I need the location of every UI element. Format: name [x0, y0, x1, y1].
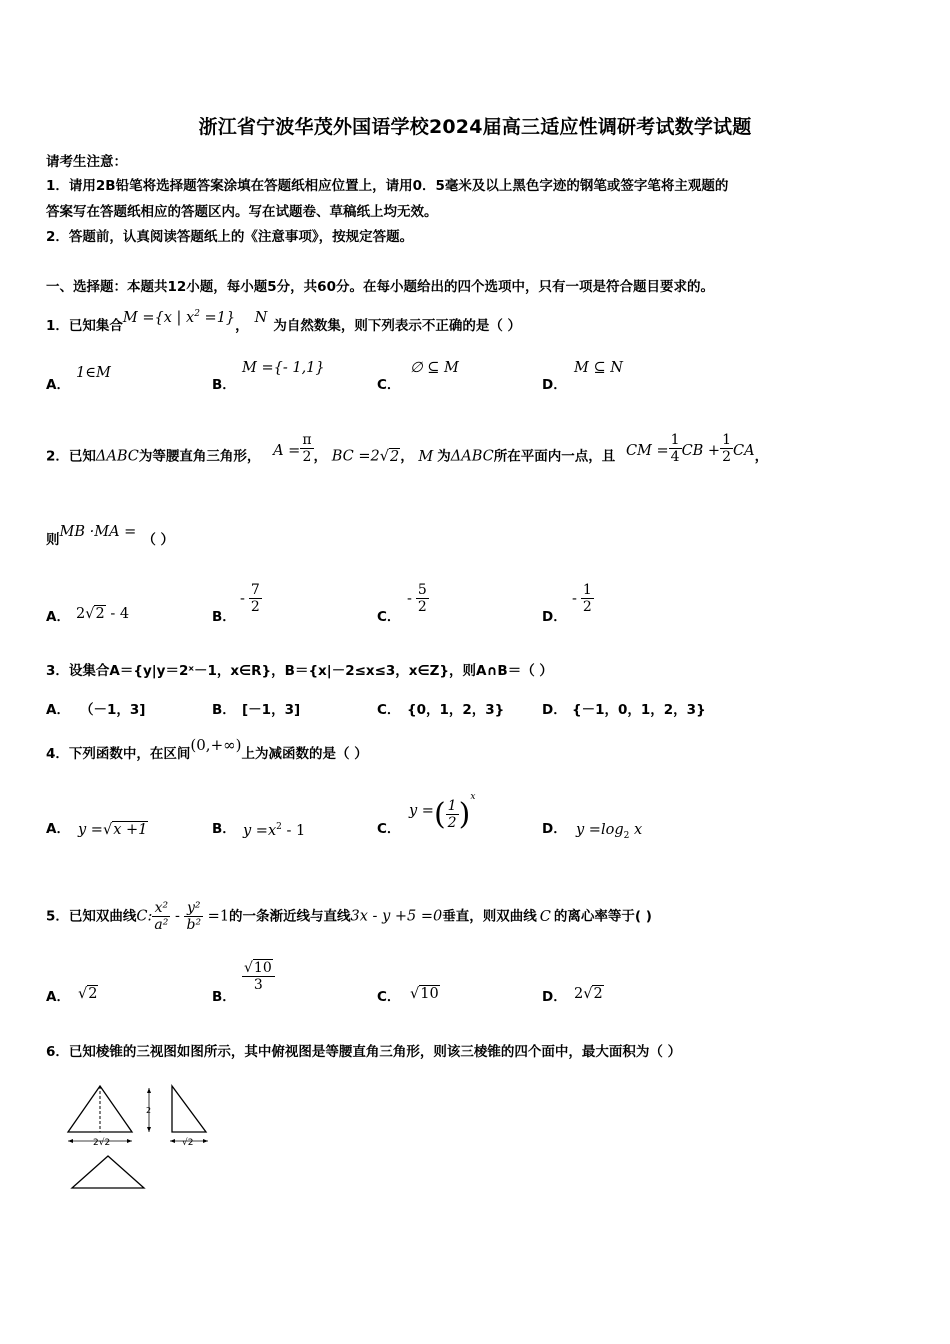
- q1-option-a-label[interactable]: A．: [46, 377, 70, 393]
- q5-text-2: 垂直，则双曲线: [442, 908, 537, 925]
- q2-option-a[interactable]: 2√2 - 4: [76, 606, 130, 622]
- q5-x-den: a²: [154, 917, 169, 933]
- q2-paren: （ ）: [142, 532, 175, 548]
- q2-f1-num: 1: [670, 432, 680, 448]
- q2-dot-product: MB ·MA =: [59, 524, 137, 540]
- side-dim-label: √2: [182, 1138, 194, 1148]
- q2-text-1: 为等腰直角三角形，: [138, 448, 261, 465]
- q3-option-d[interactable]: {－1，0，1，2，3}: [572, 702, 706, 718]
- q5-option-c[interactable]: √10: [410, 986, 439, 1002]
- q2-option-c-den: 2: [417, 599, 427, 615]
- q4-option-d-label[interactable]: D．: [542, 821, 567, 837]
- q2-option-a-root: 2: [95, 606, 105, 622]
- q4-option-a-root: x +1: [113, 822, 148, 838]
- q2-text-2: 为: [437, 448, 451, 465]
- q2-option-d-den: 2: [582, 599, 592, 615]
- q2-comma: ，: [313, 448, 328, 465]
- q2-text-3: 所在平面内一点，且: [493, 448, 616, 465]
- q2-option-d-sign: -: [572, 590, 577, 607]
- q3-option-b[interactable]: [－1，3]: [242, 702, 301, 718]
- q4-prefix: 4．下列函数中，在区间: [46, 746, 191, 762]
- q4-option-c[interactable]: y =( $\frac{1}{2}$ )$^x$: [409, 791, 476, 832]
- notice-item-1a: 1．请用2B铅笔将选择题答案涂填在答题纸相应位置上，请用0．5毫米及以上黑色字迹的钢笔或签字笔将主观题的: [46, 178, 729, 194]
- q1-option-a[interactable]: 1∈M: [76, 365, 111, 381]
- q2-option-d-frac: [581, 582, 594, 615]
- question-6: 6．已知棱锥的三视图如图所示，其中俯视图是等腰直角三角形，则该三棱锥的四个面中，最大面积为（ ）: [46, 1044, 682, 1060]
- q2-option-b[interactable]: [240, 582, 262, 615]
- q5-text-1: 的一条渐近线与直线: [229, 908, 351, 925]
- three-view-figure: [60, 1080, 220, 1195]
- q5-option-b-num: √10: [242, 960, 275, 977]
- question-3: 3．设集合A＝{y|y＝2ˣ－1，x∈R}，B＝{x|－2≤x≤3，x∈Z}，则A∩B＝（ ）: [46, 663, 553, 679]
- notice-item-1b: 答案写在答题纸相应的答题区内。写在试题卷、草稿纸上均无效。: [46, 204, 438, 220]
- front-dim-label: 2√2: [93, 1138, 111, 1148]
- q4-option-b-sup: 2: [276, 822, 282, 832]
- q5-option-c-label[interactable]: C．: [377, 989, 401, 1005]
- q2-option-b-den: 2: [250, 599, 260, 615]
- q2-option-a-coef: 2: [76, 606, 86, 622]
- q4-option-a-label[interactable]: A．: [46, 821, 70, 837]
- q5-option-d-root: 2: [593, 986, 603, 1002]
- height-dim-label: 2: [146, 1106, 152, 1115]
- q1-option-c-label[interactable]: C．: [377, 377, 401, 393]
- q4-option-c-y: y =: [409, 802, 434, 819]
- q4-option-c-den: 2: [447, 815, 457, 831]
- question-4: [46, 736, 368, 763]
- q4-option-a[interactable]: y =√x +1: [78, 822, 148, 838]
- q2-option-c-frac: [416, 582, 429, 615]
- q5-eq: =1: [203, 908, 230, 925]
- q1-set-m: [123, 310, 235, 326]
- q5-option-d-coef: 2: [574, 986, 584, 1002]
- q5-option-b-root: 10: [253, 960, 272, 976]
- q2-option-c-label[interactable]: C．: [377, 609, 401, 625]
- q2-point-m: M: [418, 448, 434, 465]
- q3-option-a[interactable]: （－1，3]: [80, 702, 146, 718]
- q4-option-d-y: y =log: [576, 822, 624, 838]
- q2-pi-over-2: [300, 432, 313, 465]
- q2-option-a-tail: - 4: [105, 606, 130, 622]
- q5-y-num: y²: [184, 900, 203, 917]
- q3-option-a-label[interactable]: A．: [46, 702, 70, 718]
- q2-prefix: 2．已知: [46, 448, 96, 465]
- q4-option-b[interactable]: [243, 822, 305, 839]
- q2-f2-den: 2: [722, 449, 732, 465]
- q2-end: ，: [754, 448, 769, 465]
- q4-option-d-sub: 2: [623, 830, 630, 841]
- side-dim-arrow-left: [170, 1139, 175, 1143]
- q5-option-b-frac: [242, 960, 275, 993]
- q2-option-b-label[interactable]: B．: [212, 609, 236, 625]
- q5-option-a-root: 2: [88, 986, 98, 1002]
- q2-pi: π: [302, 432, 312, 448]
- question-2: 2．已知ΔABC为等腰直角三角形， A = $\frac{\pi}{2}$ ， BC =2√2， M 为ΔABC所在平面内一点，且 CM = $\frac{1}{4}$ CB + $\frac{1}{2}$ CA，: [46, 432, 769, 465]
- q3-option-c[interactable]: {0，1，2，3}: [407, 702, 505, 718]
- question-5: [46, 900, 652, 933]
- q2-option-d-label[interactable]: D．: [542, 609, 567, 625]
- q2-option-a-label[interactable]: A．: [46, 609, 70, 625]
- q2-frac-1-2: [720, 432, 733, 465]
- q5-option-b[interactable]: [242, 960, 275, 993]
- q1-prefix: 1．已知集合: [46, 317, 123, 334]
- q2-option-d[interactable]: [572, 582, 594, 615]
- q5-option-a-label[interactable]: A．: [46, 989, 70, 1005]
- q5-option-d[interactable]: 2√2: [574, 986, 603, 1002]
- q2-option-c-num: 5: [417, 582, 427, 598]
- q5-c: C:: [136, 908, 153, 925]
- q2-vector-cm: CM =: [625, 442, 669, 459]
- q4-interval: (0,+∞): [190, 736, 242, 754]
- q2-root2: 2: [389, 448, 400, 465]
- q2-comma-2: ，: [400, 448, 414, 465]
- q1-sep: ，: [235, 317, 249, 334]
- q2-option-c-sign: -: [407, 590, 412, 607]
- top-view: [72, 1156, 144, 1188]
- exam-title: 浙江省宁波华茂外国语学校2024届高三适应性调研考试数学试题: [198, 116, 752, 138]
- q1-set-m-end: =1}: [199, 309, 236, 326]
- q1-suffix: 为自然数集，则下列表示不正确的是（ ）: [273, 317, 522, 334]
- notice-item-2: 2．答题前，认真阅读答题纸上的《注意事项》，按规定答题。: [46, 229, 414, 245]
- q2-option-b-sign: -: [240, 590, 245, 607]
- q2-option-c[interactable]: [407, 582, 429, 615]
- side-view: [172, 1086, 206, 1132]
- section-1-heading: 一、选择题：本题共12小题，每小题5分，共60分。在每小题给出的四个选项中，只有一项是符合题目要求的。: [46, 279, 714, 295]
- q5-y-den: b²: [186, 917, 202, 933]
- q2-f1-den: 4: [670, 449, 680, 465]
- q2-two: 2: [302, 449, 312, 465]
- q4-option-c-frac: [446, 798, 459, 831]
- q2-option-b-frac: [249, 582, 262, 615]
- q1-square: 2: [194, 309, 200, 319]
- height-dim-arrow-top: [147, 1088, 151, 1093]
- q1-n: N: [254, 309, 268, 326]
- q5-minus: -: [170, 908, 185, 925]
- q1-option-b-label[interactable]: B．: [212, 377, 236, 393]
- q2-then: 则: [46, 532, 60, 548]
- q5-text-3: 的离心率等于( ): [553, 908, 652, 925]
- q1-option-d[interactable]: M ⊆ N: [574, 360, 623, 376]
- q5-option-b-den: 3: [253, 977, 263, 993]
- q4-option-b-tail: - 1: [281, 822, 306, 839]
- q5-y-frac: [184, 900, 203, 933]
- q5-x-num: x²: [152, 900, 170, 917]
- q3-option-b-label[interactable]: B．: [212, 702, 236, 718]
- question-1: [46, 309, 522, 335]
- side-dim-arrow-right: [203, 1139, 208, 1143]
- q5-option-c-root: 10: [420, 986, 439, 1002]
- q2-f2-num: 1: [722, 432, 732, 448]
- q4-option-c-sup: x: [470, 791, 476, 802]
- q4-option-c-label[interactable]: C．: [377, 821, 401, 837]
- question-2-line-2: [46, 524, 175, 549]
- q5-option-b-label[interactable]: B．: [212, 989, 236, 1005]
- q5-prefix: 5．已知双曲线: [46, 908, 137, 925]
- q2-vector-ca: CA: [733, 442, 755, 459]
- q1-set-m-text: M ={x | x: [122, 309, 195, 326]
- q1-option-c[interactable]: ∅ ⊆ M: [410, 360, 459, 376]
- q5-option-d-label[interactable]: D．: [542, 989, 567, 1005]
- q5-x-frac: [152, 900, 170, 933]
- q2-triangle-2: ΔABC: [450, 448, 494, 465]
- q3-option-c-label[interactable]: C．: [377, 702, 401, 718]
- q4-option-c-num: 1: [447, 798, 457, 814]
- q2-option-d-num: 1: [582, 582, 592, 598]
- q1-option-b[interactable]: M ={- 1,1}: [242, 360, 325, 376]
- q1-option-d-label[interactable]: D．: [542, 377, 567, 393]
- q2-bc: BC =2: [331, 448, 380, 465]
- q2-option-b-num: 7: [250, 582, 260, 598]
- q4-option-d-tail: x: [629, 822, 643, 838]
- q2-frac-1-4: [669, 432, 682, 465]
- q4-option-a-y: y =: [78, 822, 103, 838]
- q5-option-a[interactable]: √2: [78, 986, 98, 1002]
- q4-option-d[interactable]: [576, 822, 642, 841]
- front-dim-arrow-left: [68, 1139, 73, 1143]
- q2-angle-a: A =: [273, 442, 301, 459]
- height-dim-arrow-bottom: [147, 1127, 151, 1132]
- q2-triangle: ΔABC: [95, 448, 139, 465]
- q5-c-2: C: [539, 908, 551, 925]
- q4-option-b-y: y =x: [243, 822, 277, 839]
- q2-vector-cb: CB +: [681, 442, 721, 459]
- q4-option-b-label[interactable]: B．: [212, 821, 236, 837]
- front-dim-arrow-right: [127, 1139, 132, 1143]
- q3-option-d-label[interactable]: D．: [542, 702, 567, 718]
- notice-heading: 请考生注意：: [46, 154, 127, 170]
- q5-line: 3x - y +5 =0: [350, 908, 443, 925]
- q4-suffix: 上为减函数的是（ ）: [241, 746, 368, 762]
